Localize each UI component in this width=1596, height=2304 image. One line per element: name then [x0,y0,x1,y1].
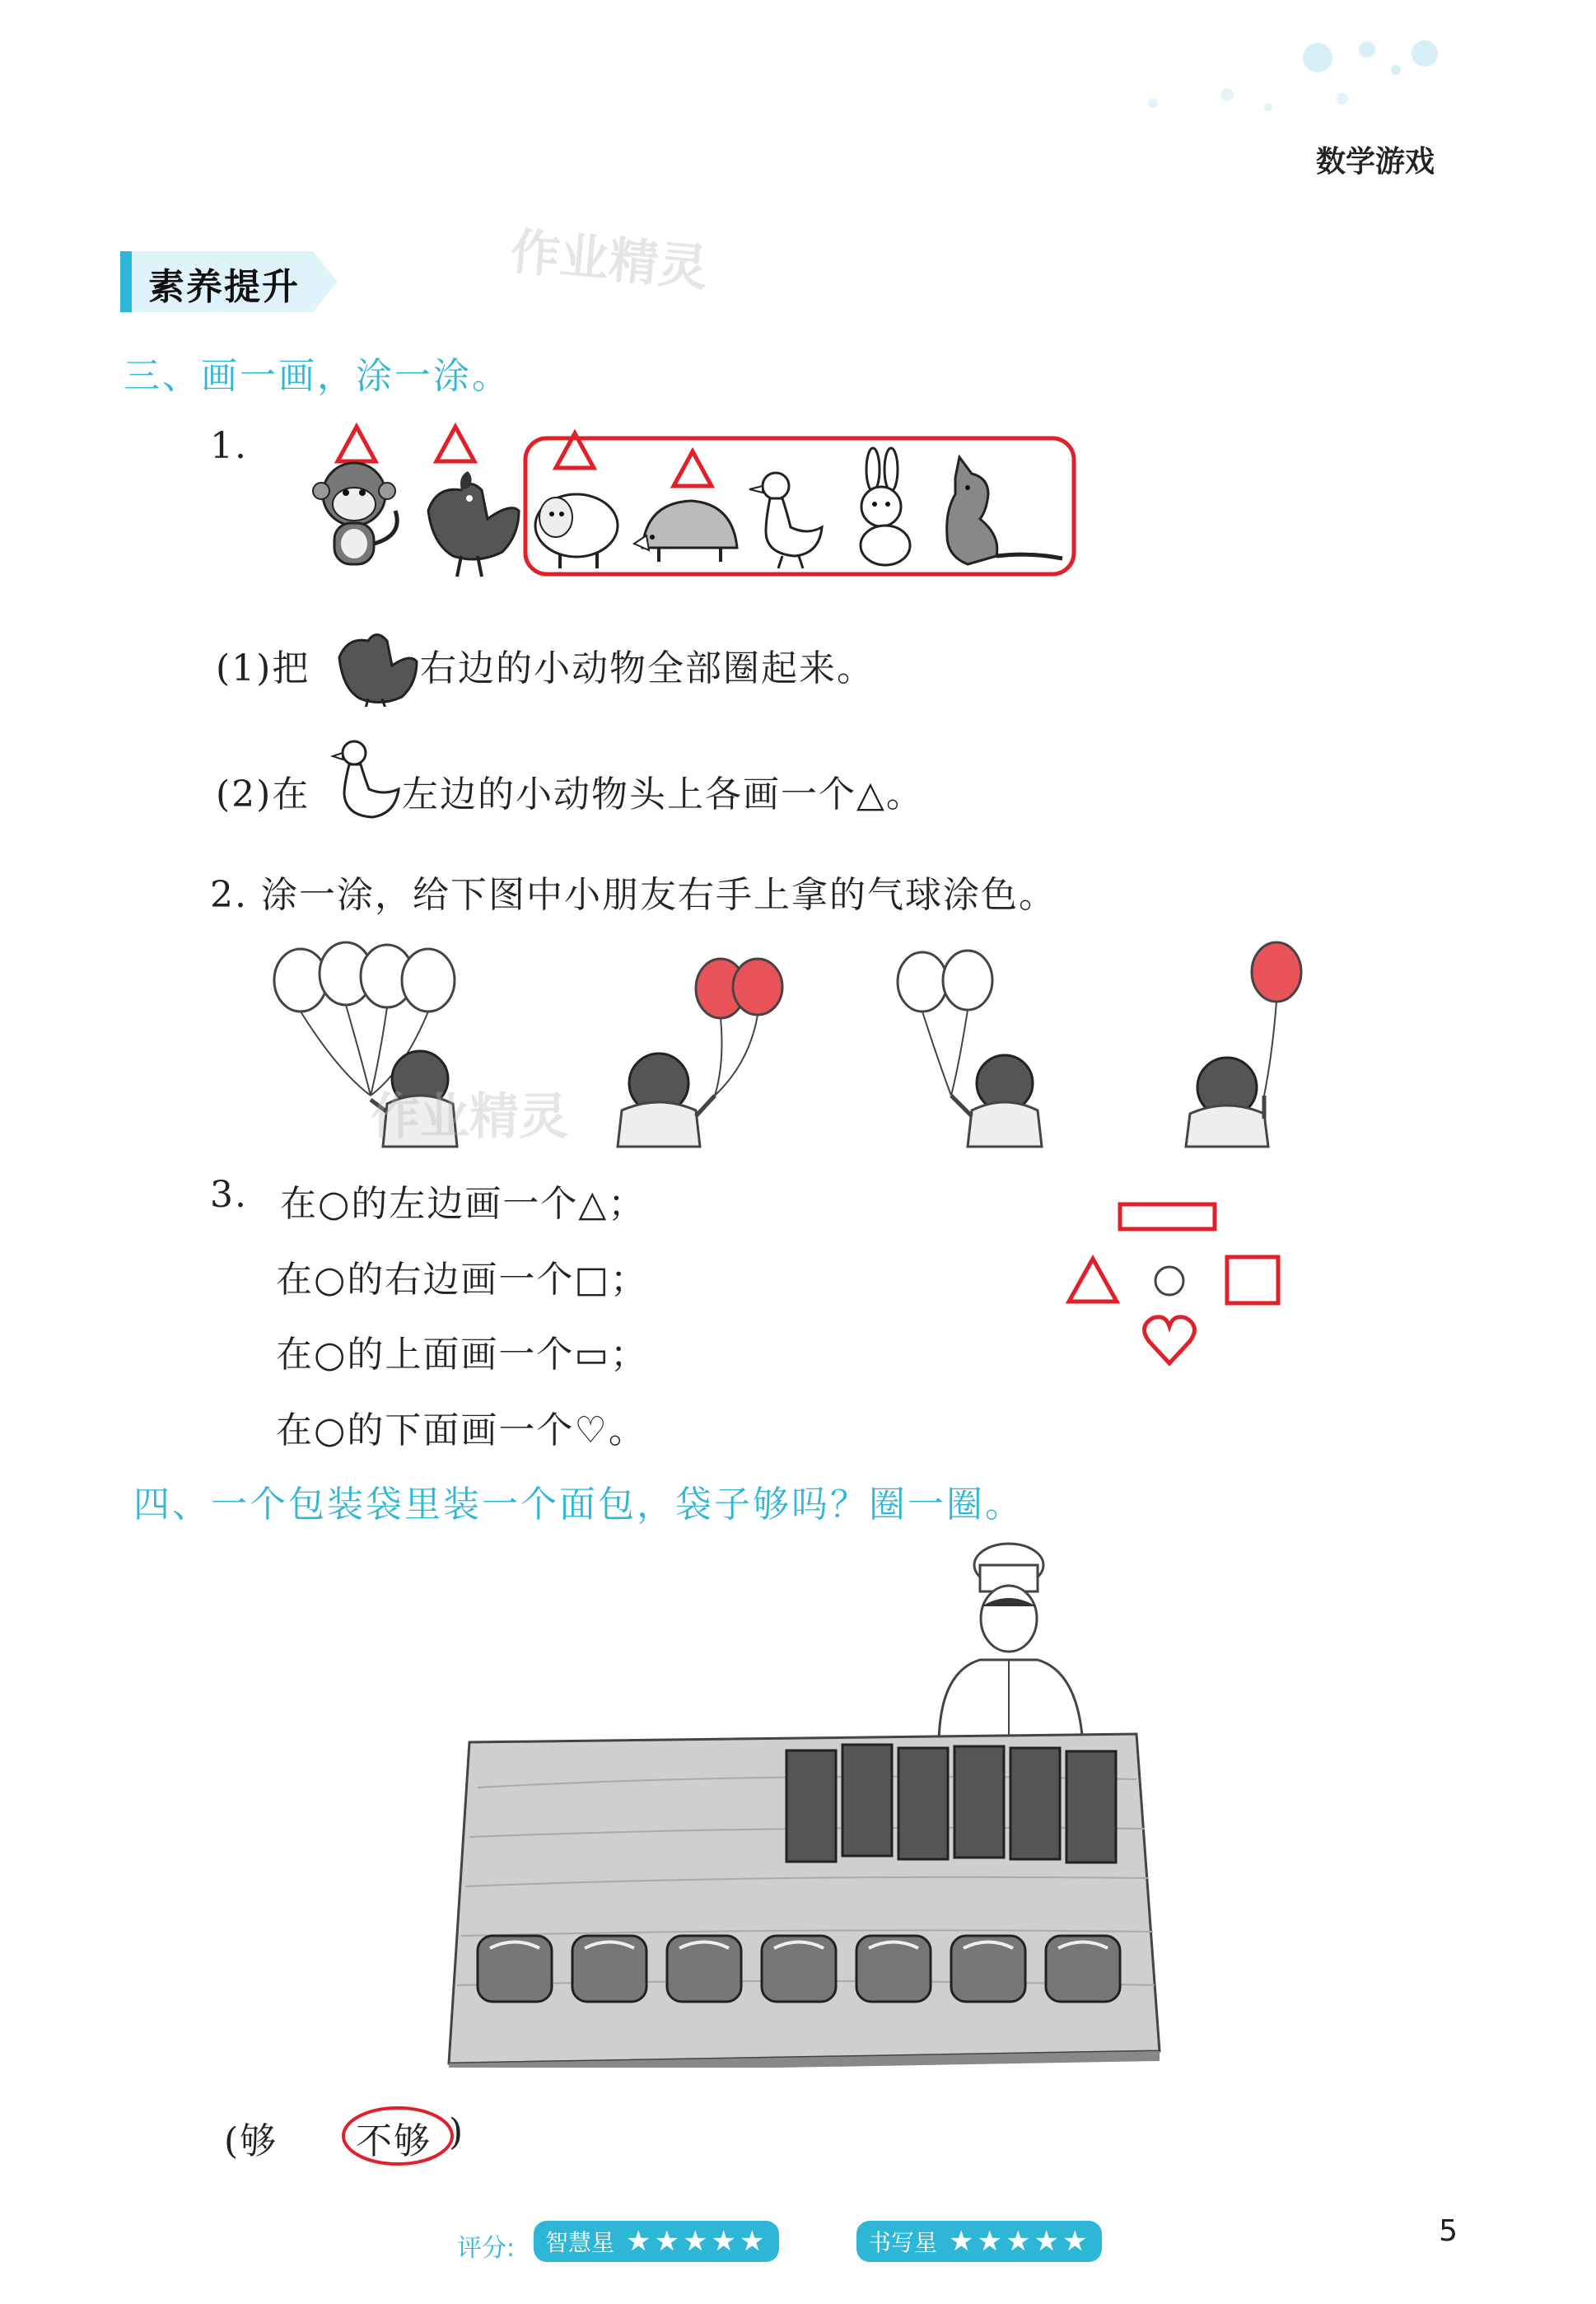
given-circle [1155,1267,1183,1295]
kangaroo-icon [947,457,1062,564]
wisdom-star-label: 智慧星 [545,2229,615,2256]
bag [786,1750,836,1862]
bakery-illustration [445,1540,1169,2068]
question-4-heading: 四、一个包装袋里装一个面包，袋子够吗？圈一圈。 [133,1484,1024,1526]
child-3 [898,951,1042,1147]
duck-inline-icon [329,735,404,830]
answer-circle-mark [338,2099,461,2173]
child-4 [1186,942,1301,1147]
bag [954,1746,1004,1858]
answer-triangle [436,427,474,461]
chef-figure [939,1544,1083,1746]
answer-triangle [338,427,376,461]
page-number: 5 [1439,2214,1458,2248]
bread [762,1936,836,2002]
writing-star-badge [856,2221,1102,2262]
watermark: 作业精灵 [507,222,711,298]
answer-square [1227,1257,1278,1303]
animals-row [272,412,1095,585]
item-1-sub2-suffix: 左边的小动物头上各画一个△。 [402,773,924,816]
item-3-line-3: 在○的上面画一个▭； [276,1334,648,1376]
score-label: 评分: [457,2234,516,2263]
bag [842,1745,892,1856]
item-3-line-1: 在○的左边画一个△； [280,1183,646,1225]
writing-star-label: 书写星 [868,2229,938,2256]
star-rating-icon: ★★★★★ [949,2225,1091,2258]
page-header-title: 数学游戏 [1315,145,1435,179]
item-3-number: 3. [210,1174,248,1216]
sheep-icon [535,494,618,568]
answer-heart [1145,1317,1195,1363]
section-banner-bar [120,251,132,312]
bread [572,1936,646,2002]
rabbit-icon [861,448,910,565]
q4-answer-circled: 不够 [356,2120,432,2162]
star-rating-icon: ★★★★★ [626,2225,768,2258]
rooster-inline-icon [331,616,422,707]
rooster-icon [428,471,519,577]
bread [478,1936,552,2002]
section-title: 素养提升 [148,266,300,308]
hedgehog-icon [634,501,737,562]
bread [951,1936,1025,2002]
balloon-red [733,959,782,1015]
bag [1066,1751,1116,1862]
bread-row [478,1936,1120,2002]
bag [1010,1748,1060,1859]
bread [667,1936,741,2002]
item-2-text: 2. 涂一涂，给下图中小朋友右手上拿的气球涂色。 [210,874,1057,916]
wisdom-star-badge [534,2221,779,2262]
shape-answers [1054,1194,1301,1384]
watermark-2: 作业精灵 [371,1088,568,1146]
item-3-line-4: 在○的下面画一个♡。 [276,1409,646,1451]
bread [1046,1936,1120,2002]
answer-triangle [674,451,712,486]
child-2 [618,959,782,1147]
duck-icon [749,473,822,568]
item-3-line-2: 在○的右边画一个□； [276,1259,648,1301]
header-decoration [1021,25,1449,124]
item-1-sub1-suffix: 右边的小动物全部圈起来。 [420,647,875,689]
answer-rectangle [1120,1204,1215,1229]
item-1-sub1-prefix: (1)把 [216,647,310,689]
q4-answer-close: ) [449,2111,465,2153]
q4-answer-open: (够 [224,2120,278,2162]
item-1-sub2-prefix: (2)在 [216,773,310,816]
item-1-number: 1. [210,425,248,467]
bag [898,1748,948,1859]
answer-triangle [1069,1259,1117,1302]
balloon-red [1252,942,1301,1002]
question-3-heading: 三、画一画，涂一涂。 [124,355,511,397]
monkey-icon [313,463,397,564]
bread [856,1936,931,2002]
